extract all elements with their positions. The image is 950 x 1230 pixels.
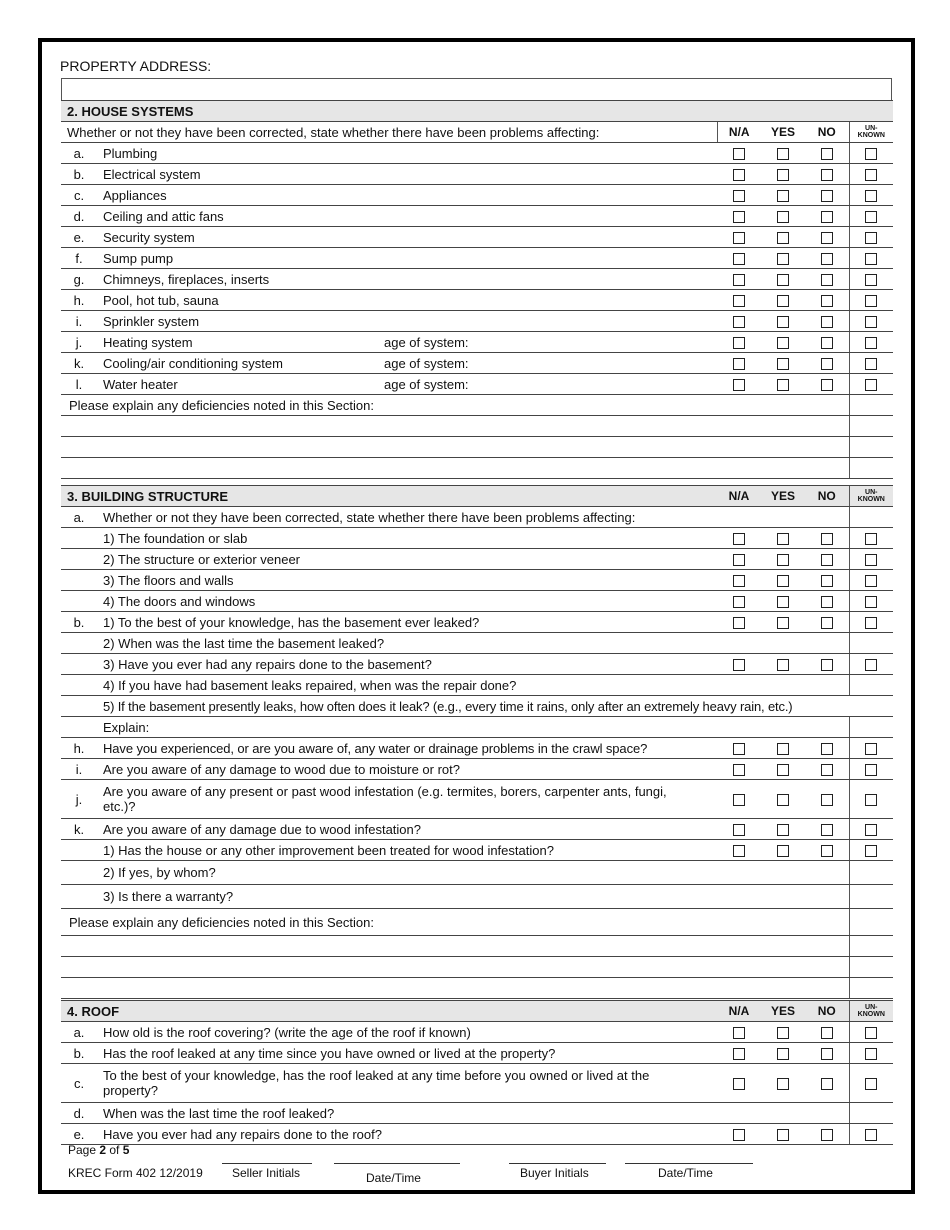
- checkbox-na[interactable]: [733, 295, 745, 307]
- col-unknown: UN- KNOWN: [849, 1001, 893, 1022]
- question-row: [61, 248, 893, 269]
- question-row: [61, 353, 893, 374]
- checkbox-unknown[interactable]: [865, 295, 877, 307]
- checkbox-yes[interactable]: [777, 554, 789, 566]
- item-letter: h.: [61, 290, 97, 311]
- checkbox-yes[interactable]: [777, 358, 789, 370]
- explain-line[interactable]: [61, 458, 849, 479]
- checkbox-unknown[interactable]: [865, 253, 877, 265]
- item-label: Are you aware of any damage due to wood infestation?: [97, 819, 717, 840]
- checkbox-na[interactable]: [733, 1078, 745, 1090]
- item-label[interactable]: 2) When was the last time the basement leaked?: [97, 633, 849, 654]
- checkbox-yes[interactable]: [777, 596, 789, 608]
- checkbox-yes[interactable]: [777, 337, 789, 349]
- checkbox-no[interactable]: [821, 794, 833, 806]
- item-letter: d.: [61, 1103, 97, 1124]
- section-roof: [61, 1000, 893, 1145]
- checkbox-unknown[interactable]: [865, 1048, 877, 1060]
- explain-line[interactable]: [61, 936, 849, 957]
- question-row: [61, 780, 893, 819]
- checkbox-na[interactable]: [733, 659, 745, 671]
- item-letter: d.: [61, 206, 97, 227]
- checkbox-na[interactable]: [733, 1129, 745, 1141]
- seller-initials-line[interactable]: [222, 1163, 312, 1164]
- question-row: [61, 332, 893, 353]
- checkbox-yes[interactable]: [777, 190, 789, 202]
- section-3-title: 3. BUILDING STRUCTURE: [61, 486, 717, 507]
- item-letter: e.: [61, 227, 97, 248]
- checkbox-unknown[interactable]: [865, 824, 877, 836]
- checkbox-no[interactable]: [821, 1048, 833, 1060]
- checkbox-no[interactable]: [821, 1027, 833, 1039]
- section-building-structure: [61, 485, 893, 999]
- question-row: [61, 654, 893, 675]
- item-label: 3) Have you ever had any repairs done to the basement?: [97, 654, 717, 675]
- checkbox-yes[interactable]: [777, 1129, 789, 1141]
- checkbox-na[interactable]: [733, 169, 745, 181]
- question-row: [61, 1124, 893, 1145]
- checkbox-na[interactable]: [733, 743, 745, 755]
- checkbox-na[interactable]: [733, 148, 745, 160]
- item-label[interactable]: 2) If yes, by whom?: [97, 861, 849, 885]
- question-row: [61, 269, 893, 290]
- seller-date-line[interactable]: [334, 1163, 460, 1164]
- col-unknown: UN- KNOWN: [849, 486, 893, 507]
- checkbox-yes[interactable]: [777, 533, 789, 545]
- checkbox-yes[interactable]: [777, 617, 789, 629]
- question-row: [61, 819, 893, 840]
- item-label: Cooling/air conditioning system: [103, 355, 283, 371]
- item-label: Appliances: [103, 187, 167, 203]
- checkbox-na[interactable]: [733, 617, 745, 629]
- checkbox-na[interactable]: [733, 274, 745, 286]
- checkbox-na[interactable]: [733, 1048, 745, 1060]
- item-letter: a.: [61, 143, 97, 164]
- checkbox-unknown[interactable]: [865, 845, 877, 857]
- checkbox-yes[interactable]: [777, 211, 789, 223]
- question-row: [61, 290, 893, 311]
- property-address-field[interactable]: [61, 78, 892, 100]
- checkbox-no[interactable]: [821, 764, 833, 776]
- checkbox-unknown[interactable]: [865, 1129, 877, 1141]
- checkbox-yes[interactable]: [777, 232, 789, 244]
- checkbox-no[interactable]: [821, 211, 833, 223]
- question-row: [61, 840, 893, 861]
- question-row: [61, 570, 893, 591]
- buyer-initials-label: Buyer Initials: [520, 1166, 589, 1180]
- question-row: [61, 227, 893, 248]
- question-row: [61, 206, 893, 227]
- checkbox-unknown[interactable]: [865, 337, 877, 349]
- item-letter: g.: [61, 269, 97, 290]
- item-label: 1) Has the house or any other improvement been treated for wood infestation?: [97, 840, 717, 861]
- explain-label[interactable]: Explain:: [97, 717, 849, 738]
- checkbox-yes[interactable]: [777, 1048, 789, 1060]
- checkbox-unknown[interactable]: [865, 1078, 877, 1090]
- item-letter: k.: [61, 819, 97, 840]
- checkbox-no[interactable]: [821, 316, 833, 328]
- item-label: 4) The doors and windows: [97, 591, 717, 612]
- checkbox-na[interactable]: [733, 232, 745, 244]
- question-row: [61, 759, 893, 780]
- item-label[interactable]: 4) If you have had basement leaks repaired, when was the repair done?: [97, 675, 849, 696]
- item-letter: k.: [61, 353, 97, 374]
- col-yes: YES: [761, 122, 805, 143]
- item-label: Security system: [103, 229, 195, 245]
- section-3-explain: Please explain any deficiencies noted in this Section:: [61, 909, 849, 936]
- property-address-label: PROPERTY ADDRESS:: [60, 58, 212, 74]
- item-letter: h.: [61, 738, 97, 759]
- age-of-system-label[interactable]: age of system:: [384, 376, 469, 392]
- checkbox-unknown[interactable]: [865, 617, 877, 629]
- checkbox-no[interactable]: [821, 554, 833, 566]
- seller-initials-label: Seller Initials: [232, 1166, 301, 1180]
- item-label: Have you ever had any repairs done to the roof?: [97, 1124, 717, 1145]
- item-label[interactable]: When was the last time the roof leaked?: [97, 1103, 849, 1124]
- checkbox-no[interactable]: [821, 148, 833, 160]
- item-label: Electrical system: [103, 166, 201, 182]
- item-label: Heating system: [103, 334, 193, 350]
- question-row: [61, 374, 893, 395]
- question-row: [61, 738, 893, 759]
- question-row: [61, 591, 893, 612]
- checkbox-unknown[interactable]: [865, 232, 877, 244]
- checkbox-yes[interactable]: [777, 575, 789, 587]
- item-label: Sump pump: [103, 250, 174, 266]
- item-label: Plumbing: [103, 145, 158, 161]
- checkbox-unknown[interactable]: [865, 659, 877, 671]
- item-label: Are you aware of any present or past wood infestation (e.g. termites, borers, carpenter ants, fungi, etc.)?: [97, 780, 717, 819]
- checkbox-unknown[interactable]: [865, 743, 877, 755]
- checkbox-yes[interactable]: [777, 794, 789, 806]
- question-row: [61, 311, 893, 332]
- col-yes: YES: [761, 1001, 805, 1022]
- item-label: Has the roof leaked at any time since you have owned or lived at the property?: [97, 1043, 717, 1064]
- col-na: N/A: [717, 122, 761, 143]
- checkbox-yes[interactable]: [777, 764, 789, 776]
- checkbox-unknown[interactable]: [865, 379, 877, 391]
- item-label: Ceiling and attic fans: [103, 208, 224, 224]
- checkbox-yes[interactable]: [777, 169, 789, 181]
- checkbox-na[interactable]: [733, 596, 745, 608]
- item-label[interactable]: 5) If the basement presently leaks, how often does it leak? (e.g., every time it rains, only after an extremely heavy rain, etc.): [97, 696, 893, 717]
- explain-line[interactable]: [61, 978, 849, 999]
- item-label: How old is the roof covering? (write the age of the roof if known): [97, 1022, 717, 1043]
- explain-line[interactable]: [61, 957, 849, 978]
- item-label: Water heater: [103, 376, 178, 392]
- checkbox-no[interactable]: [821, 337, 833, 349]
- checkbox-yes[interactable]: [777, 295, 789, 307]
- item-label: Sprinkler system: [103, 313, 200, 329]
- buyer-date-line[interactable]: [625, 1163, 753, 1164]
- checkbox-na[interactable]: [733, 316, 745, 328]
- checkbox-na[interactable]: [733, 764, 745, 776]
- checkbox-no[interactable]: [821, 232, 833, 244]
- page-number: Page 2 of 5: [68, 1143, 130, 1157]
- checkbox-na[interactable]: [733, 575, 745, 587]
- question-row: [61, 1064, 893, 1103]
- checkbox-na[interactable]: [733, 824, 745, 836]
- checkbox-unknown[interactable]: [865, 794, 877, 806]
- checkbox-unknown[interactable]: [865, 554, 877, 566]
- checkbox-na[interactable]: [733, 533, 745, 545]
- checkbox-no[interactable]: [821, 190, 833, 202]
- section-house-systems: [61, 100, 893, 479]
- col-yes: YES: [761, 486, 805, 507]
- checkbox-no[interactable]: [821, 617, 833, 629]
- age-of-system-label[interactable]: age of system:: [384, 355, 469, 371]
- checkbox-no[interactable]: [821, 274, 833, 286]
- checkbox-no[interactable]: [821, 845, 833, 857]
- checkbox-unknown[interactable]: [865, 596, 877, 608]
- checkbox-yes[interactable]: [777, 253, 789, 265]
- checkbox-yes[interactable]: [777, 659, 789, 671]
- item-letter: c.: [61, 1064, 97, 1103]
- checkbox-no[interactable]: [821, 824, 833, 836]
- item-letter: i.: [61, 759, 97, 780]
- section-2-intro: Whether or not they have been corrected, state whether there have been problems affecting:: [61, 122, 717, 143]
- item-letter: a.: [61, 1022, 97, 1043]
- checkbox-no[interactable]: [821, 253, 833, 265]
- item-letter: b.: [61, 612, 97, 633]
- col-no: NO: [805, 1001, 849, 1022]
- checkbox-no[interactable]: [821, 1129, 833, 1141]
- item-letter: f.: [61, 248, 97, 269]
- checkbox-unknown[interactable]: [865, 316, 877, 328]
- checkbox-na[interactable]: [733, 211, 745, 223]
- checkbox-no[interactable]: [821, 1078, 833, 1090]
- question-row: [61, 164, 893, 185]
- checkbox-no[interactable]: [821, 295, 833, 307]
- item-letter: e.: [61, 1124, 97, 1145]
- checkbox-unknown[interactable]: [865, 764, 877, 776]
- item-letter: j.: [61, 780, 97, 819]
- item-letter: b.: [61, 164, 97, 185]
- checkbox-no[interactable]: [821, 575, 833, 587]
- item-label: Have you experienced, or are you aware of, any water or drainage problems in the crawl space?: [97, 738, 717, 759]
- question-row: [61, 549, 893, 570]
- checkbox-unknown[interactable]: [865, 211, 877, 223]
- checkbox-unknown[interactable]: [865, 190, 877, 202]
- item-label: 1) The foundation or slab: [97, 528, 717, 549]
- buyer-initials-line[interactable]: [509, 1163, 606, 1164]
- question-row: [61, 185, 893, 206]
- checkbox-yes[interactable]: [777, 1027, 789, 1039]
- checkbox-unknown[interactable]: [865, 358, 877, 370]
- checkbox-yes[interactable]: [777, 148, 789, 160]
- explain-line[interactable]: [61, 437, 849, 458]
- checkbox-no[interactable]: [821, 533, 833, 545]
- item-label: Pool, hot tub, sauna: [103, 292, 219, 308]
- checkbox-na[interactable]: [733, 358, 745, 370]
- item-letter: i.: [61, 311, 97, 332]
- checkbox-no[interactable]: [821, 596, 833, 608]
- item-label[interactable]: 3) Is there a warranty?: [97, 885, 849, 909]
- section-2-title: 2. HOUSE SYSTEMS: [61, 101, 893, 122]
- checkbox-unknown[interactable]: [865, 533, 877, 545]
- item-label: Whether or not they have been corrected, state whether there have been problems affecting:: [97, 507, 849, 528]
- col-na: N/A: [717, 1001, 761, 1022]
- checkbox-na[interactable]: [733, 379, 745, 391]
- item-letter: l.: [61, 374, 97, 395]
- checkbox-no[interactable]: [821, 169, 833, 181]
- buyer-date-label: Date/Time: [658, 1166, 713, 1180]
- question-row: [61, 528, 893, 549]
- item-label: Are you aware of any damage to wood due to moisture or rot?: [97, 759, 717, 780]
- checkbox-no[interactable]: [821, 743, 833, 755]
- explain-line[interactable]: [61, 416, 849, 437]
- question-row: [61, 1103, 893, 1124]
- form-id: KREC Form 402 12/2019: [68, 1166, 203, 1180]
- checkbox-unknown[interactable]: [865, 1027, 877, 1039]
- age-of-system-label[interactable]: age of system:: [384, 334, 469, 350]
- checkbox-no[interactable]: [821, 379, 833, 391]
- item-label: Chimneys, fireplaces, inserts: [103, 271, 270, 287]
- checkbox-unknown[interactable]: [865, 274, 877, 286]
- checkbox-unknown[interactable]: [865, 575, 877, 587]
- seller-date-label: Date/Time: [366, 1171, 421, 1185]
- item-letter: j.: [61, 332, 97, 353]
- item-label: 3) The floors and walls: [97, 570, 717, 591]
- checkbox-no[interactable]: [821, 358, 833, 370]
- item-label: To the best of your knowledge, has the roof leaked at any time before you owned or lived at the property?: [97, 1064, 717, 1103]
- checkbox-yes[interactable]: [777, 316, 789, 328]
- checkbox-yes[interactable]: [777, 1078, 789, 1090]
- checkbox-na[interactable]: [733, 845, 745, 857]
- checkbox-na[interactable]: [733, 794, 745, 806]
- checkbox-na[interactable]: [733, 190, 745, 202]
- item-letter: c.: [61, 185, 97, 206]
- checkbox-na[interactable]: [733, 554, 745, 566]
- checkbox-no[interactable]: [821, 659, 833, 671]
- checkbox-yes[interactable]: [777, 824, 789, 836]
- checkbox-unknown[interactable]: [865, 169, 877, 181]
- item-label: 1) To the best of your knowledge, has the basement ever leaked?: [97, 612, 717, 633]
- checkbox-na[interactable]: [733, 337, 745, 349]
- question-row: [61, 612, 893, 633]
- question-row: [61, 1043, 893, 1064]
- col-unknown: UN- KNOWN: [849, 122, 893, 143]
- checkbox-na[interactable]: [733, 253, 745, 265]
- checkbox-yes[interactable]: [777, 743, 789, 755]
- checkbox-unknown[interactable]: [865, 148, 877, 160]
- col-no: NO: [805, 122, 849, 143]
- question-row: [61, 1022, 893, 1043]
- checkbox-na[interactable]: [733, 1027, 745, 1039]
- checkbox-yes[interactable]: [777, 845, 789, 857]
- item-letter: b.: [61, 1043, 97, 1064]
- section-2-explain: Please explain any deficiencies noted in this Section:: [61, 395, 849, 416]
- col-na: N/A: [717, 486, 761, 507]
- checkbox-yes[interactable]: [777, 274, 789, 286]
- item-label: 2) The structure or exterior veneer: [97, 549, 717, 570]
- item-letter: a.: [61, 507, 97, 528]
- question-row: [61, 143, 893, 164]
- col-no: NO: [805, 486, 849, 507]
- section-4-title: 4. ROOF: [61, 1001, 717, 1022]
- checkbox-yes[interactable]: [777, 379, 789, 391]
